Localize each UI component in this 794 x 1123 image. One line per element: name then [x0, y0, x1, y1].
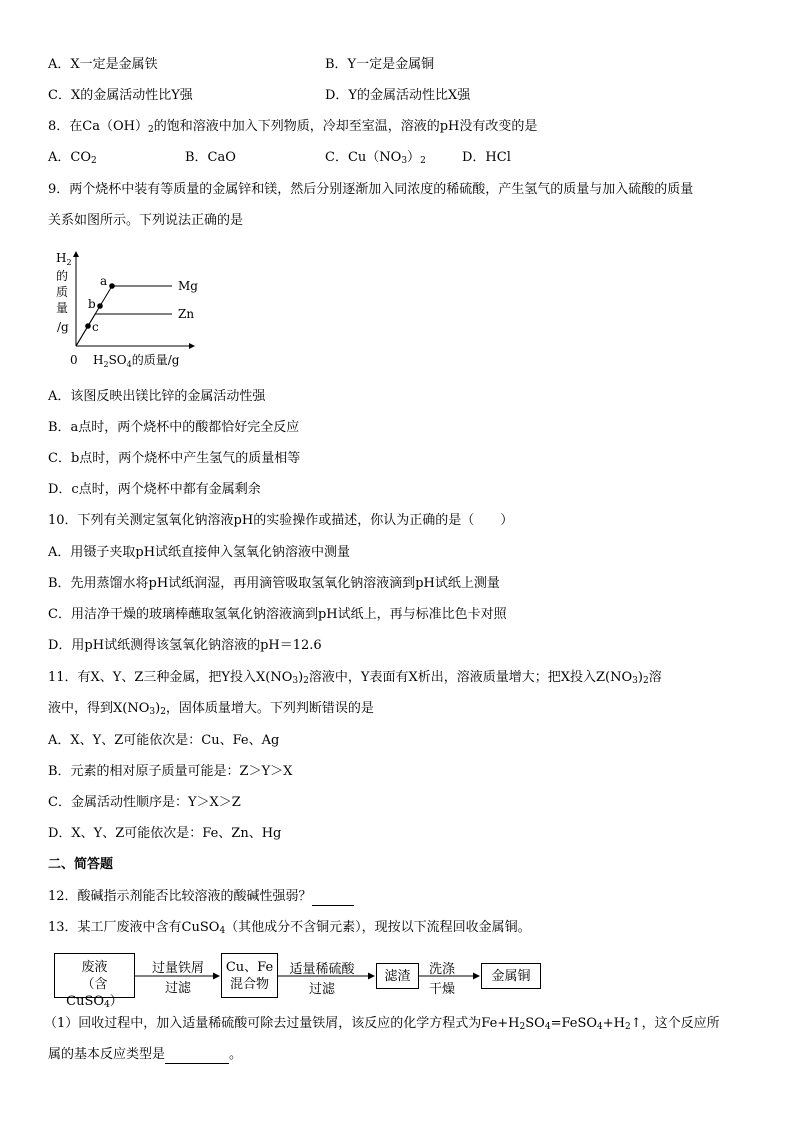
- series-mg-line: [76, 286, 172, 346]
- flow-arrow1-bottom-label: 过滤: [164, 981, 191, 996]
- q7-option-d: D．Y的金属活动性比X强: [325, 88, 471, 103]
- y-axis-label-h: $H_2$: [56, 251, 72, 267]
- q7-option-c: C．X的金属活动性比Y强: [48, 88, 193, 103]
- q11-option-d: D．X、Y、Z可能依次是：Fe、Zn、Hg: [48, 826, 282, 841]
- q13-sub1-line2: 属的基本反应类型是 。: [48, 1047, 243, 1062]
- flow-box-copper: 金属铜: [481, 963, 541, 989]
- point-c-label: c: [92, 320, 99, 334]
- flow-box-cu-fe-mixture: Cu、Fe 混合物: [221, 953, 278, 998]
- q9-option-a: A．该图反映出镁比锌的金属活动性强: [48, 389, 266, 404]
- q11-option-c: C．金属活动性顺序是：Y＞X＞Z: [48, 795, 241, 810]
- q12-answer-blank[interactable]: [312, 891, 354, 906]
- q11-stem-line1: 11．有X、Y、Z三种金属，把Y投入$X(NO_3)_2$溶液中，Y表面有X析出，溶液质量增大；把X投入$Z(NO_3)_2$溶: [48, 670, 662, 686]
- flow-arrow2-bottom-label: 过滤: [308, 982, 335, 997]
- section-title: 二、简答题: [48, 857, 114, 872]
- q10-stem: 10．下列有关测定氢氧化钠溶液pH的实验操作或描述，你认为正确的是（ ）: [48, 513, 514, 528]
- flow-arrow3-bottom-label: 干燥: [428, 982, 455, 997]
- flow-arrow1-top-label: 过量铁屑: [151, 961, 204, 976]
- q8-option-b: B．CaO: [185, 150, 236, 165]
- x-axis-label: $H_2SO_4$的质量/g: [93, 353, 180, 369]
- q9-chart: [44, 248, 204, 373]
- q8-option-c: C．$Cu(NO_3)_2$: [325, 150, 426, 166]
- q8-option-d: D．HCl: [462, 150, 511, 165]
- q10-option-b: B．先用蒸馏水将pH试纸润湿，再用滴管吸取氢氧化钠溶液滴到pH试纸上测量: [48, 576, 500, 591]
- q8-option-a: A．$CO_2$: [48, 150, 97, 166]
- series-zn-line: [76, 314, 172, 346]
- flow-box-waste-liquid: 废液 （含CuSO$_4$）: [54, 953, 135, 998]
- point-b: [97, 303, 103, 309]
- q7-option-a: A．X一定是金属铁: [48, 57, 158, 72]
- q9-option-d: D．c点时，两个烧杯中都有金属剩余: [48, 482, 261, 497]
- q13-stem: 13．某工厂废液中含有CuSO$_4$（其他成分不含铜元素），现按以下流程回收金属铜。: [48, 920, 531, 936]
- q10-option-a: A．用镊子夹取pH试纸直接伸入氢氧化钠溶液中测量: [48, 545, 351, 560]
- q10-option-c: C．用洁净干燥的玻璃棒蘸取氢氧化钠溶液滴到pH试纸上，再与标准比色卡对照: [48, 607, 507, 622]
- flow-arrow2-top-label: 适量稀硫酸: [289, 962, 355, 977]
- q11-option-b: B．元素的相对原子质量可能是：Z＞Y＞X: [48, 764, 293, 779]
- y-axis-label-char-3: 量: [56, 301, 69, 315]
- q8-stem: 8．在$Ca(OH)_2$的饱和溶液中加入下列物质，冷却至室温，溶液的pH没有改变的是: [48, 119, 538, 135]
- series-zn-label: Zn: [178, 307, 195, 321]
- q9-option-c: C．b点时，两个烧杯中产生氢气的质量相等: [48, 451, 301, 466]
- q9-option-b: B．a点时，两个烧杯中的酸都恰好完全反应: [48, 420, 300, 435]
- origin-label: 0: [70, 353, 78, 367]
- q10-option-d: D．用pH试纸测得该氢氧化钠溶液的pH＝12.6: [48, 638, 322, 653]
- series-mg-label: Mg: [178, 279, 198, 293]
- q9-stem-line1: 9．两个烧杯中装有等质量的金属锌和镁，然后分别逐渐加入同浓度的稀硫酸，产生氢气的质量与加入硫酸的质量: [48, 182, 694, 197]
- y-axis-label-char-2: 质: [56, 285, 69, 299]
- q13-sub1-answer-blank[interactable]: [165, 1049, 229, 1064]
- point-a-label: a: [100, 274, 108, 288]
- q9-stem-line2: 关系如图所示。下列说法正确的是: [48, 213, 244, 228]
- point-b-label: b: [88, 297, 96, 311]
- flow-arrow3-top-label: 洗涤: [428, 962, 455, 977]
- q7-option-b: B．Y一定是金属铜: [325, 57, 435, 72]
- q11-option-a: A．X、Y、Z可能依次是：Cu、Fe、Ag: [48, 733, 280, 748]
- point-a: [109, 283, 115, 289]
- flow-box-filter-residue: 滤渣: [376, 963, 419, 989]
- q11-stem-line2: 液中，得到$X(NO_3)_2$，固体质量增大。下列判断错误的是: [48, 701, 374, 717]
- q12-stem: 12．酸碱指示剂能否比较溶液的酸碱性强弱？: [48, 888, 354, 906]
- y-axis-label-char-1: 的: [56, 269, 69, 283]
- point-c: [85, 323, 91, 329]
- y-axis-label-char-4: /g: [57, 320, 69, 334]
- q13-sub1-line1: （1）回收过程中，加入适量稀硫酸可除去过量铁屑，该反应的化学方程式为$Fe+H_2SO_4=FeSO_4+H_2↑$，这个反应所: [44, 1016, 720, 1032]
